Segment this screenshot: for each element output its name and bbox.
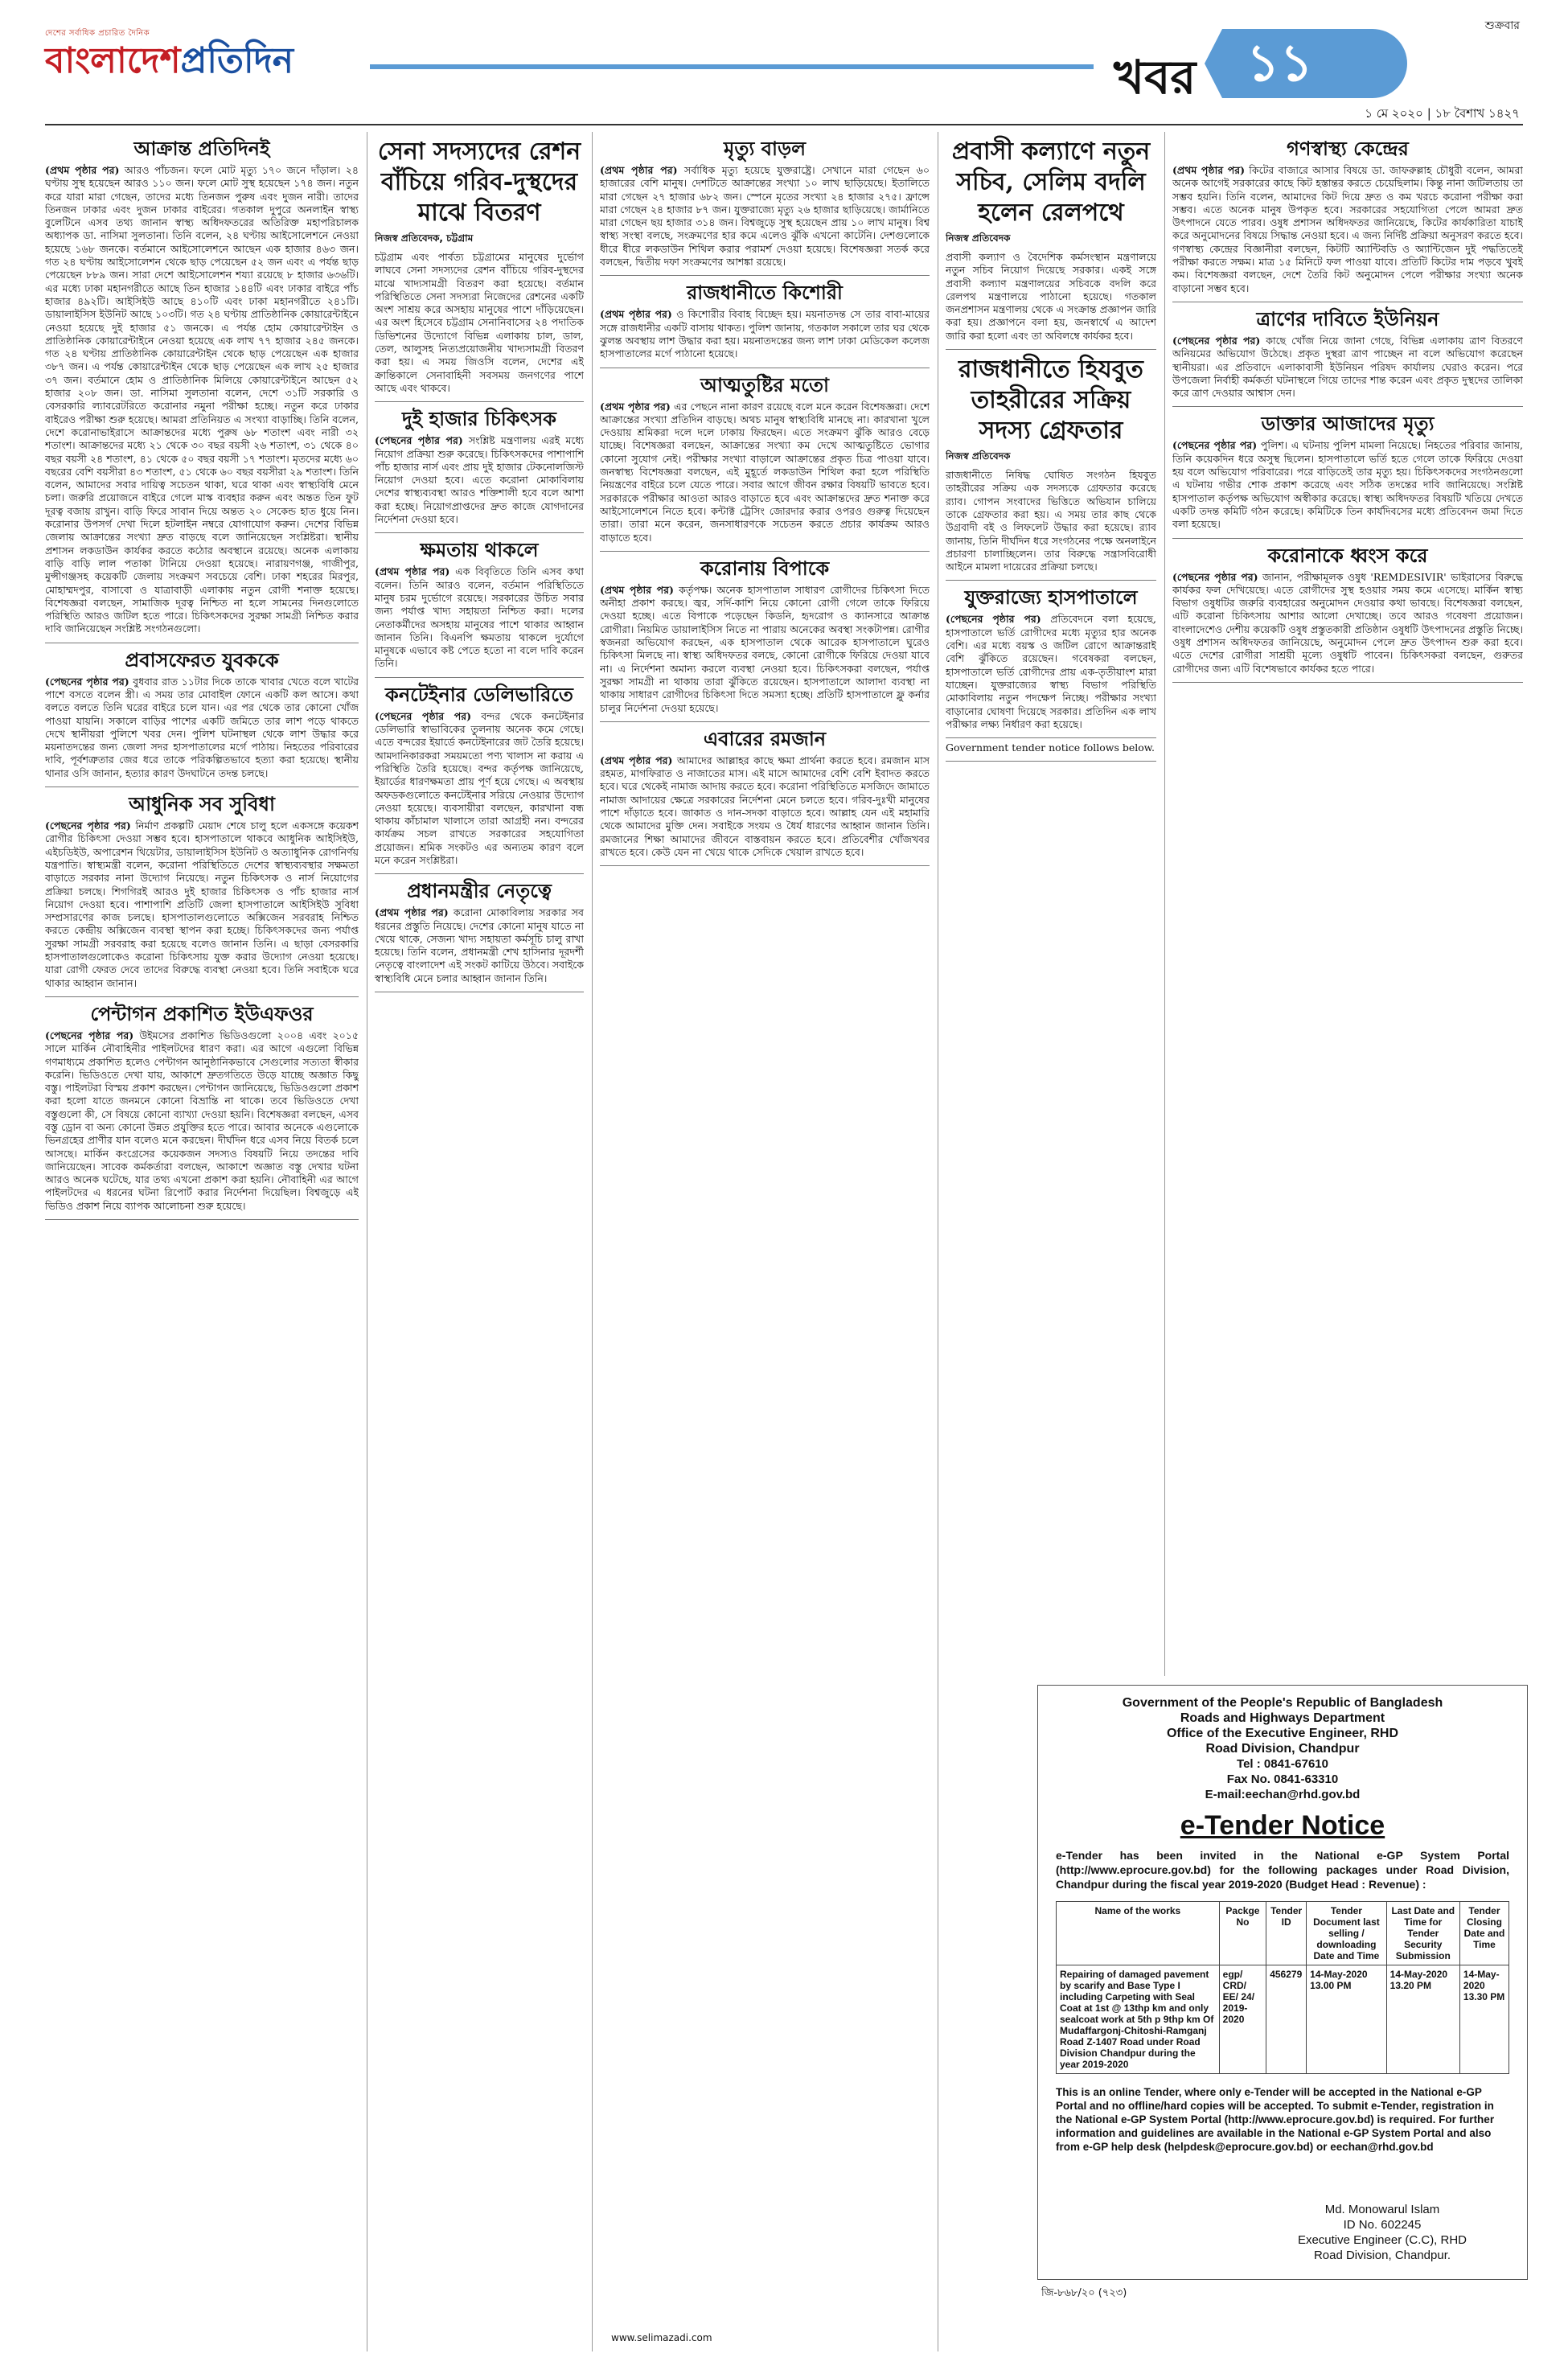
article-body <box>1172 439 1523 531</box>
tender-fax: Fax No. 0841-63310 <box>1226 1772 1339 1786</box>
article <box>600 137 930 276</box>
article-text: সর্বাধিক মৃত্যু হয়েছে যুক্তরাষ্ট্রে। সেখানে মারা গেছেন ৬০ হাজারের বেশি মানুষ। দেশটিতে আক্রান্তের সংখ্যা ১০ লাখ ছাড়িয়েছে। ইতালিতে মারা গেছেন ২৭ হাজার ৬৮২ জন। স্পেনে মৃতের সংখ্যা ২৪ হাজার ২৭৫। ফ্রান্সে মারা গেছেন ২৪ হাজার ৮৭ জন। যুক্তরাজ্যে মৃত্যু ২৬ হাজার ছাড়িয়েছে। জার্মানিতে মারা গেছেন ছয় হাজার ৩১৪ জন। বিশ্বজুড়ে সুস্থ হয়েছেন প্রায় ১০ লাখ মানুষ। বিশ্ব স্বাস্থ্য সংস্থা বলছে, সংক্রমণের হার কমে এলেও ঝুঁকি এখনো কাটেনি। দেশগুলোকে ধীরে ধীরে লকডাউন শিথিল করার পরামর্শ দেওয়া হয়েছে। বিশেষজ্ঞরা সতর্ক করে বলছেন, দ্বিতীয় দফা সংক্রমণের আশঙ্কা রয়েছে। <box>600 164 930 269</box>
article-body <box>946 741 1156 754</box>
article-lead: (প্রথম পৃষ্ঠার পর) <box>375 565 450 578</box>
article-body <box>45 164 359 636</box>
article <box>946 137 1156 350</box>
signatory-id: ID No. 602245 <box>1343 2218 1422 2232</box>
article-headline: করোনাকে ধ্বংস করে <box>1267 543 1428 567</box>
article-text: উইমসের প্রকাশিত ভিডিওগুলো ২০০৪ এবং ২০১৫ সালে মার্কিন নৌবাহিনীর পাইলটদের ধারণ করা। এর আগে এগুলো বিভিন্ন গণমাধ্যমে প্রকাশিত হলেও পেন্টাগন আনুষ্ঠানিকভাবে সেগুলোর সত্যতা স্বীকার করেনি। ভিডিওতে দেখা যায়, আকাশে দ্রুতগতিতে উড়ে যাচ্ছে অজ্ঞাত কিছু বস্তু। পাইলটরা বিস্ময় প্রকাশ করছেন। পেন্টাগন জানিয়েছে, ভিডিওগুলো প্রকাশ করা হলো যাতে জনমনে কোনো বিভ্রান্তি না থাকে। তবে ভিডিওতে দেখা বস্তুগুলো কী, সে বিষয়ে কোনো ব্যাখ্যা দেওয়া হয়নি। বিশেষজ্ঞরা বলছেন, এসব বস্তু ড্রোন বা অন্য কোনো উন্নত প্রযুক্তির হতে পারে। আবার অনেকে এগুলোকে ভিনগ্রহের প্রাণীর যান বলেও মনে করছেন। দীর্ঘদিন ধরে এসব নিয়ে বিতর্ক চলে আসছে। মার্কিন কংগ্রেসের কয়েকজন সদস্যও বিষয়টি নিয়ে তদন্তের দাবি জানিয়েছেন। সাবেক কর্মকর্তারা বলছেন, আকাশে অজ্ঞাত বস্তু দেখার ঘটনা আরও অনেক ঘটেছে, যার তথ্য এখনো প্রকাশ করা হয়নি। নৌবাহিনী এর আগে পাইলটদের এ ধরনের ঘটনা রিপোর্ট করার নির্দেশনা দিয়েছিল। বিশ্বজুড়ে এই ভিডিও প্রকাশ নিয়ে ব্যাপক আলোচনা শুরু হয়েছে। <box>45 1029 359 1212</box>
masthead <box>0 0 1568 121</box>
tender-table <box>1056 1901 1509 2074</box>
article <box>946 355 1156 581</box>
signatory-title: Executive Engineer (C.C), RHD <box>1297 2233 1467 2247</box>
table-header-cell: Tender Document last selling / downloading Date and Time <box>1307 1902 1387 1965</box>
article-headline: ক্ষমতায় থাকলে <box>420 538 539 562</box>
article <box>600 727 930 866</box>
table-header-cell: Tender ID <box>1266 1902 1307 1965</box>
article-lead: (পেছনের পৃষ্ঠার পর) <box>375 709 472 722</box>
article-text: সংশ্লিষ্ট মন্ত্রণালয় এরই মধ্যে নিয়োগ প্রক্রিয়া শুরু করেছে। চিকিৎসকদের পাশাপাশি পাঁচ হাজার নার্স এবং প্রায় দুই হাজার টেকনোলজিস্ট নিয়োগ দেওয়া হবে। এতে করোনা মোকাবিলায় দেশের স্বাস্থ্যব্যবস্থা আরও শক্তিশালী হবে বলে আশা করা হচ্ছে। নিয়োগপ্রাপ্তদের দ্রুত কাজে যোগদানের নির্দেশনা দেওয়া হবে। <box>375 434 584 526</box>
table-header-cell: Last Date and Time for Tender Security Submission <box>1386 1902 1459 1965</box>
article-body <box>946 251 1156 343</box>
article-body <box>375 710 584 868</box>
table-header-cell: Tender Closing Date and Time <box>1459 1902 1508 1965</box>
article <box>375 407 584 533</box>
article-lead: (প্রথম পৃষ্ঠার পর) <box>600 583 674 596</box>
logo-tagline: দেশের সর্বাধিক প্রচারিত দৈনিক <box>45 29 150 38</box>
article <box>1172 412 1523 538</box>
article <box>45 137 359 643</box>
article <box>946 741 1156 762</box>
article-lead: (প্রথম পৃষ্ঠার পর) <box>600 400 671 413</box>
article <box>946 585 1156 738</box>
article-text: জানান, পরীক্ষামূলক ওষুধ 'REMDESIVIR' ভাইরাসের বিরুদ্ধে কার্যকর ফল দেখিয়েছে। এতে রোগীদের সুস্থ হওয়ার সময় কমে এসেছে। মার্কিন স্বাস্থ্য বিভাগ ওষুধটির জরুরি ব্যবহারের অনুমোদন দেওয়ার কথা ভাবছে। বিশেষজ্ঞরা বলছেন, এটি করোনা চিকিৎসায় আশার আলো দেখাচ্ছে। তবে আরও গবেষণা প্রয়োজন। বাংলাদেশেও দেশীয় কয়েকটি ওষুধ প্রস্তুতকারী প্রতিষ্ঠান ওষুধটি উৎপাদনের প্রস্তুতি নিচ্ছে। ওষুধ প্রশাসন অধিদফতর জানিয়েছে, অনুমোদন পেলে দ্রুত উৎপাদন শুরু করা হবে। এতে দেশের রোগীরা সাশ্রয়ী মূল্যে ওষুধটি পাবেন। চিকিৎসকরা বলছেন, গুরুতর রোগীদের জন্য এটি বিশেষভাবে কার্যকর হতে পারে। <box>1172 570 1523 675</box>
article-lead: (পেছনের পৃষ্ঠার পর) <box>45 1029 134 1041</box>
gov-line: Office of the Executive Engineer, RHD <box>1166 1727 1399 1740</box>
article <box>375 683 584 875</box>
article-byline: নিজস্ব প্রতিবেদক, চট্টগ্রাম <box>375 232 474 244</box>
section-label: খবর <box>1114 50 1197 105</box>
issue-date: ১ মে ২০২০ | ১৮ বৈশাখ ১৪২৭ <box>1365 106 1520 121</box>
gov-line: Government of the People's Republic of Bangladesh <box>1122 1696 1443 1710</box>
gd-code: জি-৮৬৮/২০ (৭২৩) <box>1041 2287 1127 2299</box>
article-body <box>1172 164 1523 295</box>
logo-part-1: বাংলাদেশ <box>45 40 181 81</box>
article-text: কাছে খোঁজ নিয়ে জানা গেছে, বিভিন্ন এলাকায় ত্রাণ বিতরণে অনিয়মের অভিযোগ উঠেছে। প্রকৃত দুস্থরা ত্রাণ পাচ্ছেন না বলে অভিযোগ করেছেন স্থানীয়রা। এর প্রতিবাদে এলাকাবাসী ইউনিয়ন পরিষদ কার্যালয় ঘেরাও করেন। পরে উপজেলা নির্বাহী কর্মকর্তা ঘটনাস্থলে গিয়ে তাদের শান্ত করেন এবং প্রকৃত দুস্থদের তালিকা করে ত্রাণ দেওয়ার আশ্বাস দেন। <box>1172 334 1523 400</box>
article-body <box>375 906 584 985</box>
tender-intro: e-Tender has been invited in the National e-GP System Portal (http://www.eprocure.gov.bd) for the following packages under Road Division, Chandpur during the fiscal year 2019-2020 (Budget Head : Revenue) : <box>1056 1849 1509 1891</box>
signatory-name: Md. Monowarul Islam <box>1324 2203 1440 2216</box>
tender-notice <box>1037 1685 1528 2280</box>
tender-gov-lines <box>1056 1695 1509 1756</box>
article-body <box>600 308 930 360</box>
article <box>375 879 584 992</box>
tender-tel: Tel : 0841-67610 <box>1237 1757 1328 1771</box>
article-lead: (পেছনের পৃষ্ঠার পর) <box>375 434 463 447</box>
article-text: বুধবার রাত ১১টার দিকে তাকে খাবার খেতে বলে খাটের পাশে বসতে বলেন স্ত্রী। এ সময় তার মোবাইল ফোনে একটি কল আসে। কথা বলতে বলতে তিনি ঘরের বাইরে চলে যান। এর পর থেকে তার কোনো খোঁজ পাওয়া যায়নি। সকালে বাড়ির পাশের একটি জমিতে তার লাশ পড়ে থাকতে দেখে স্থানীয়রা পুলিশে খবর দেন। পুলিশ ঘটনাস্থল থেকে লাশ উদ্ধার করে ময়নাতদন্তের জন্য জেলা সদর হাসপাতালের মর্গে পাঠায়। নিহতের পরিবারের দাবি, পূর্বশত্রুতার জের ধরে তাকে পরিকল্পিতভাবে হত্যা করা হয়েছে। স্থানীয় থানার ওসি জানান, হত্যার কারণ উদঘাটনে তদন্ত চলছে। <box>45 675 359 779</box>
table-cell: Repairing of damaged pavement by scarify and Base Type I including Carpeting with Seal Coat at 1st @ 13thp km and only sealcoat work at 5th p 9thp km Of Mudaffargonj-Chitoshi-Ramganj Road Z-1407 Road under Road Division Chandpur during the year 2019-2020 <box>1057 1965 1220 2074</box>
article-lead: (প্রথম পৃষ্ঠার পর) <box>600 308 672 321</box>
gov-line: Roads and Highways Department <box>1180 1711 1385 1725</box>
article-body <box>1172 335 1523 400</box>
table-cell: 14-May-2020 13.20 PM <box>1386 1965 1459 2074</box>
article <box>1172 137 1523 302</box>
newspaper-logo <box>45 27 359 81</box>
article-text: Government tender notice follows below. <box>946 741 1155 754</box>
website-text: www.selimazadi.com <box>611 2332 712 2343</box>
tender-signature <box>1262 2202 1503 2263</box>
article-lead: (পেছনের পৃষ্ঠার পর) <box>45 675 129 688</box>
article-body <box>600 164 930 269</box>
article-text: চট্টগ্রাম এবং পার্বত্য চট্টগ্রামের মানুষের দুর্ভোগ লাঘবে সেনা সদস্যদের রেশন বাঁচিয়ে গরিব-দুস্থদের মাঝে খাদ্যসামগ্রী বিতরণ করা হয়েছে। বর্তমান পরিস্থিতিতে সেনা সদস্যরা নিজেদের রেশনের একটি অংশ সাশ্রয় করে অসহায় মানুষের পাশে দাঁড়িয়েছেন। এর অংশ হিসেবে চট্টগ্রাম সেনানিবাসের ২৪ পদাতিক ডিভিশনের উদ্যোগে বিভিন্ন এলাকায় চাল, ডাল, তেল, আলুসহ নিত্যপ্রয়োজনীয় খাদ্যসামগ্রী বিতরণ করা হয়। এ সময় জিওসি বলেন, দেশের এই ক্রান্তিকালে সেনাবাহিনী সবসময় জনগণের পাশে আছে এবং থাকবে। <box>375 251 584 394</box>
article-headline: করোনায় বিপাকে <box>700 556 830 580</box>
article-body <box>45 819 359 990</box>
article-body <box>45 676 359 780</box>
article-text: করোনা মোকাবিলায় সরকার সব ধরনের প্রস্তুতি নিয়েছে। দেশের কোনো মানুষ যাতে না খেয়ে থাকে, সেজন্য খাদ্য সহায়তা কর্মসূচি চালু রাখা হয়েছে। তিনি বলেন, প্রধানমন্ত্রী শেখ হাসিনার দূরদর্শী নেতৃত্বে বাংলাদেশ এই সংকট কাটিয়ে উঠবে। সবাইকে স্বাস্থ্যবিধি মেনে চলার আহ্বান জানান তিনি। <box>375 906 584 984</box>
article <box>45 648 359 787</box>
article-text: এক বিবৃতিতে তিনি এসব কথা বলেন। তিনি আরও বলেন, বর্তমান পরিস্থিতিতে মানুষ চরম দুর্ভোগে রয়েছে। সরকারের উচিত সবার জন্য পর্যাপ্ত খাদ্য সহায়তা নিশ্চিত করা। দলের নেতাকর্মীদের অসহায় মানুষের পাশে থাকার আহ্বান জানান তিনি। বিএনপি ক্ষমতায় থাকলে দুর্যোগে মানুষকে এভাবে কষ্ট পেতে হতো না বলে দাবি করেন তিনি। <box>375 565 584 670</box>
article-body <box>946 469 1156 573</box>
gov-line: Road Division, Chandpur <box>1205 1742 1360 1756</box>
article-byline: নিজস্ব প্রতিবেদক <box>946 232 1011 244</box>
article-text: আমাদের আল্লাহর কাছে ক্ষমা প্রার্থনা করতে হবে। রমজান মাস রহমত, মাগফিরাত ও নাজাতের মাস। এই মাসে আমাদের বেশি বেশি ইবাদত করতে হবে। ঘরে থেকেই নামাজ আদায় করতে হবে। করোনা পরিস্থিতিতে মসজিদে জামাতে নামাজ আদায়ের ক্ষেত্রে সরকারের নির্দেশনা মেনে চলতে হবে। গরিব-দুঃখী মানুষের পাশে দাঁড়াতে হবে। জাকাত ও দান-সদকা বাড়াতে হবে। আল্লাহ যেন এই মহামারি থেকে আমাদের মুক্তি দেন। সবাইকে সংযম ও ধৈর্য ধারণের আহ্বান জানান তিনি। রমজানের শিক্ষা আমাদের জীবনে বাস্তবায়ন করতে হবে। প্রতিবেশীর খোঁজখবর রাখতে হবে। কেউ যেন না খেয়ে থাকে সেদিকে খেয়াল রাখতে হবে। <box>600 754 930 858</box>
article-byline: নিজস্ব প্রতিবেদক <box>946 450 1011 462</box>
article <box>375 137 584 402</box>
table-header-cell: Name of the works <box>1057 1902 1220 1965</box>
article-headline: রাজধানীতে কিশোরী <box>687 281 843 305</box>
article <box>45 792 359 997</box>
article <box>375 538 584 677</box>
article-headline: মৃত্যু বাড়ল <box>724 137 806 160</box>
article-lead: (প্রথম পৃষ্ঠার পর) <box>45 164 120 176</box>
article-body <box>375 565 584 670</box>
article-headline: পেন্টাগন প্রকাশিত ইউএফওর <box>90 1001 314 1025</box>
column-divider <box>592 132 593 2351</box>
tender-footer: This is an online Tender, where only e-Tender will be accepted in the National e-GP Portal and no offline/hard copies will be accepted. To submit e-Tender, registration in the National e-GP System Portal (http://www.eprocure.gov.bd) is required. For further information and guidelines are available in the National e-GP System Portal and also from e-GP help desk (helpdesk@eprocure.gov.bd) or eechan@rhd.gov.bd <box>1056 2086 1495 2153</box>
article-headline: যুক্তরাজ্যে হাসপাতালে <box>964 585 1138 610</box>
article-headline: প্রধানমন্ত্রীর নেতৃত্বে <box>407 879 552 903</box>
top-divider <box>45 124 1523 125</box>
signatory-office: Road Division, Chandpur. <box>1313 2249 1451 2262</box>
article-headline: দুই হাজার চিকিৎসক <box>402 407 556 431</box>
article-lead: (প্রথম পৃষ্ঠার পর) <box>375 906 449 919</box>
tender-title: e-Tender Notice <box>1180 1810 1385 1841</box>
article-headline: প্রবাসফেরত যুবককে <box>125 647 279 672</box>
article-headline: প্রবাসী কল্যাণে নতুন সচিব, সেলিম বদলি হলেন রেলপথে <box>951 138 1151 227</box>
article-headline: আত্মতুষ্টির মতো <box>700 372 829 396</box>
article-text: কর্তৃপক্ষ। অনেক হাসপাতাল সাধারণ রোগীদের চিকিৎসা দিতে অনীহা প্রকাশ করছে। জ্বর, সর্দি-কাশি নিয়ে কোনো রোগী গেলে তাকে ফিরিয়ে দেওয়া হচ্ছে। এতে বিপাকে পড়েছেন কিডনি, হৃদরোগ ও ক্যানসারে আক্রান্ত রোগীরা। নিয়মিত ডায়ালাইসিস নিতে না পারায় অনেকের অবস্থা সংকটাপন্ন। রোগীর স্বজনরা অভিযোগ করছেন, এক হাসপাতাল থেকে আরেক হাসপাতালে ঘুরেও চিকিৎসা মিলছে না। স্বাস্থ্য অধিদফতর বলছে, কোনো রোগীকে ফিরিয়ে দেওয়া যাবে না। এ নির্দেশনা অমান্য করলে ব্যবস্থা নেওয়া হবে। চিকিৎসকরা বলছেন, পর্যাপ্ত সুরক্ষা সামগ্রী না থাকায় তারা ঝুঁকিতে রয়েছেন। হাসপাতালে আলাদা ব্যবস্থা না থাকায় সাধারণ রোগীদের চিকিৎসা দিতে সমস্যা হচ্ছে। প্রতিটি হাসপাতালে ফ্লু কর্নার চালুর নির্দেশনা দেওয়া হয়েছে। <box>600 583 930 714</box>
article-headline: ডাক্তার আজাদের মৃত্যু <box>1261 412 1435 436</box>
article-lead: (প্রথম পৃষ্ঠার পর) <box>600 754 673 766</box>
table-cell: 456279 <box>1266 1965 1307 2074</box>
article <box>600 373 930 552</box>
article-headline: গণস্বাস্থ্য কেন্দ্রের <box>1287 137 1409 160</box>
article <box>1172 307 1523 407</box>
table-header-cell: Packge No <box>1219 1902 1266 1965</box>
column-divider <box>1164 132 1165 1676</box>
article-body <box>600 400 930 544</box>
column-5 <box>1172 132 1523 1676</box>
article-text: বন্দর থেকে কনটেইনার ডেলিভারি স্বাভাবিকের তুলনায় অনেক কমে গেছে। এতে বন্দরের ইয়ার্ডে কনটেইনারের জট তৈরি হয়েছে। আমদানিকারকরা সময়মতো পণ্য খালাস না করায় এ পরিস্থিতি তৈরি হয়েছে। বন্দর কর্তৃপক্ষ জানিয়েছে, ইয়ার্ডের ধারণক্ষমতা প্রায় পূর্ণ হয়ে গেছে। এ অবস্থায় অফডকগুলোতে কনটেইনার সরিয়ে নেওয়ার উদ্যোগ নেওয়া হয়েছে। ব্যবসায়ীরা বলছেন, কারখানা বন্ধ থাকায় কাঁচামাল খালাসে তারা আগ্রহী নন। বন্দরের কার্যক্রম সচল রাখতে সরকারের সহযোগিতা প্রয়োজন। শ্রমিক সংকটও এর অন্যতম কারণ বলে মনে করেন সংশ্লিষ্টরা। <box>375 709 584 866</box>
article-lead: (প্রথম পৃষ্ঠার পর) <box>600 164 678 176</box>
article-lead: (পেছনের পৃষ্ঠার পর) <box>45 819 131 832</box>
page-number: ১১ <box>1222 29 1407 98</box>
table-cell: 14-May-2020 13.30 PM <box>1459 1965 1508 2074</box>
article-body <box>375 251 584 395</box>
article-body <box>600 754 930 859</box>
article-text: পুলিশ। এ ঘটনায় পুলিশ মামলা নিয়েছে। নিহতের পরিবার জানায়, তিনি কয়েকদিন ধরে অসুস্থ ছিলেন। হাসপাতালে ভর্তি হতে গেলে তাকে ফিরিয়ে দেওয়া হয় বলে অভিযোগ পরিবারের। পরে বাড়িতেই তার মৃত্যু হয়। চিকিৎসকদের সংগঠনগুলো এ ঘটনায় গভীর শোক প্রকাশ করেছে এবং সঠিক তদন্তের দাবি জানিয়েছে। সংশ্লিষ্ট হাসপাতাল কর্তৃপক্ষ অভিযোগ অস্বীকার করেছে। স্বাস্থ্য অধিদফতর বিষয়টি খতিয়ে দেখতে একটি তদন্ত কমিটি গঠন করেছে। কমিটিকে তিন কার্যদিবসের মধ্যে প্রতিবেদন জমা দিতে বলা হয়েছে। <box>1172 439 1523 531</box>
article-text: রাজধানীতে নিষিদ্ধ ঘোষিত সংগঠন হিযবুত তাহরীরের সক্রিয় এক সদস্যকে গ্রেফতার করেছে র‌্যাব। গোপন সংবাদের ভিত্তিতে অভিযান চালিয়ে তাকে গ্রেফতার করা হয়। এ সময় তার কাছ থেকে উগ্রবাদী বই ও লিফলেট উদ্ধার করা হয়েছে। র‌্যাব জানায়, তিনি দীর্ঘদিন ধরে সংগঠনের পক্ষে অনলাইনে প্রচারণা চালাচ্ছিলেন। তার বিরুদ্ধে সন্ত্রাসবিরোধী আইনে মামলা দায়েরের প্রক্রিয়া চলছে। <box>946 469 1156 573</box>
article <box>600 557 930 722</box>
article-lead: (প্রথম পৃষ্ঠার পর) <box>1172 164 1245 176</box>
article-headline: সেনা সদস্যদের রেশন বাঁচিয়ে গরিব-দুস্থদের মাঝে বিতরণ <box>377 138 581 227</box>
article-lead: (পেছনের পৃষ্ঠার পর) <box>1172 439 1258 452</box>
article-lead: (পেছনের পৃষ্ঠার পর) <box>1172 570 1258 583</box>
article <box>45 1002 359 1220</box>
article-text: কিটের বাজারে আসার বিষয়ে ডা. জাফরুল্লাহ চৌধুরী বলেন, আমরা অনেক আগেই সরকারের কাছে কিট হস্তান্তর করতে চেয়েছিলাম। কিন্তু নানা জটিলতায় তা সম্ভব হয়নি। তিনি বলেন, আমাদের কিট দিয়ে দ্রুত ও কম খরচে করোনা পরীক্ষা করা সম্ভব। এতে অনেক মানুষ উপকৃত হবে। সরকারের সহযোগিতা পেলে আমরা দ্রুত উৎপাদনে যেতে পারব। ওষুধ প্রশাসন অধিদফতর জানিয়েছে, কিটের কার্যকারিতা যাচাই করে অনুমোদনের বিষয়ে সিদ্ধান্ত নেওয়া হবে। এ জন্য নির্দিষ্ট প্রক্রিয়া অনুসরণ করতে হবে। গণস্বাস্থ্য কেন্দ্রের বিজ্ঞানীরা বলছেন, কিটটি অ্যান্টিবডি ও অ্যান্টিজেন দুই পদ্ধতিতেই পরীক্ষা করতে সক্ষম। মাত্র ১৫ মিনিটে ফল পাওয়া যাবে। প্রতিটি কিটের দাম পড়বে খুবই কম। বিশেষজ্ঞরা বলছেন, দেশে তৈরি কিট অনুমোদন পেলে পরীক্ষার সংখ্যা অনেক বাড়ানো সম্ভব হবে। <box>1172 164 1523 294</box>
column-4 <box>946 132 1156 1676</box>
table-cell: egp/ CRD/ EE/ 24/ 2019-2020 <box>1219 1965 1266 2074</box>
article-headline: রাজধানীতে হিযবুত তাহরীরের সক্রিয় সদস্য গ্রেফতার <box>958 355 1143 446</box>
logo-part-2: প্রতিদিন <box>180 40 293 81</box>
article-headline: আধুনিক সব সুবিধা <box>129 792 275 816</box>
article-text: ও কিশোরীর বিবাহ বিচ্ছেদ হয়। ময়নাতদন্ত সে তার বাবা-মায়ের সঙ্গে রাজধানীর একটি বাসায় থাকত। পুলিশ জানায়, গতকাল সকালে তার ঘর থেকে ঝুলন্ত অবস্থায় লাশ উদ্ধার করা হয়। ময়নাতদন্তের জন্য লাশ ঢাকা মেডিকেল কলেজ হাসপাতালের মর্গে পাঠানো হয়েছে। <box>600 308 930 360</box>
issue-day: শুক্রবার <box>1484 19 1520 32</box>
article-body <box>600 584 930 715</box>
article-headline: কনটেইনার ডেলিভারিতে <box>385 682 573 706</box>
table-cell: 14-May-2020 13.00 PM <box>1307 1965 1387 2074</box>
header-rule <box>370 64 1094 69</box>
article-text: এর পেছনে নানা কারণ রয়েছে বলে মনে করেন বিশেষজ্ঞরা। দেশে আক্রান্তের সংখ্যা প্রতিদিন বাড়ছে। অথচ মানুষ স্বাস্থ্যবিধি মানছে না। কারখানা খুলে দেওয়ায় শ্রমিকরা দলে দলে ঢাকায় ফিরছেন। এতে সংক্রমণ ঝুঁকি আরও বেড়ে যাচ্ছে। বিশেষজ্ঞরা বলছেন, আক্রান্তের সংখ্যা কম দেখে আত্মতুষ্টিতে ভোগার কোনো সুযোগ নেই। পরীক্ষার সংখ্যা বাড়ালে আক্রান্তের প্রকৃত চিত্র পাওয়া যাবে। জনস্বাস্থ্য বিশেষজ্ঞরা বলছেন, এই মুহূর্তে লকডাউন শিথিল করা হলে পরিস্থিতি নিয়ন্ত্রণের বাইরে চলে যেতে পারে। সবার আগে জীবন রক্ষার বিষয়টি ভাবতে হবে। সরকারকে পরীক্ষার আওতা আরও বাড়াতে হবে এবং আক্রান্তদের দ্রুত শনাক্ত করে আইসোলেশনে নিতে হবে। কন্টাক্ট ট্রেসিং জোরদার করার ওপরও গুরুত্ব দিয়েছেন তারা। তারা মনে করেন, জনসাধারণকে সচেতন করতে প্রচার কার্যক্রম আরও বাড়াতে হবে। <box>600 400 930 544</box>
article-text: প্রবাসী কল্যাণ ও বৈদেশিক কর্মসংস্থান মন্ত্রণালয়ে নতুন সচিব নিয়োগ দিয়েছে সরকার। একই সঙ্গে প্রবাসী কল্যাণ মন্ত্রণালয়ের সচিবকে বদলি করে রেলপথ মন্ত্রণালয়ে পাঠানো হয়েছে। গতকাল জনপ্রশাসন মন্ত্রণালয় থেকে এ সংক্রান্ত প্রজ্ঞাপন জারি করা হয়। প্রজ্ঞাপনে বলা হয়, জনস্বার্থে এ আদেশ জারি করা হলো এবং তা অবিলম্বে কার্যকর হবে। <box>946 251 1156 342</box>
column-3 <box>600 132 930 2351</box>
column-1 <box>45 132 359 2351</box>
article-text: আরও পাঁচজন। ফলে মোট মৃত্যু ১৭০ জনে দাঁড়াল। ২৪ ঘণ্টায় সুস্থ হয়েছেন আরও ১১০ জন। ফলে মোট সুস্থ হয়েছেন ১৭৪ জন। নতুন করে যারা মারা গেছেন, তাদের মধ্যে তিনজন পুরুষ এবং দুজন নারী। তাদের তিনজন ঢাকার এবং দুজন ঢাকার বাইরের। গতকাল দুপুরে অনলাইন স্বাস্থ্য বুলেটিনে এসব তথ্য জানান স্বাস্থ্য অধিদফতরের অতিরিক্ত মহাপরিচালক অধ্যাপক ডা. নাসিমা সুলতানা। তিনি বলেন, ২৪ ঘণ্টায় আইসোলেশনে নেওয়া হয়েছে ১৬৮ জনকে। বর্তমানে আইসোলেশনে আছেন এক হাজার ৪৬৩ জন। গত ২৪ ঘণ্টায় আইসোলেশন থেকে ছাড় পেয়েছেন ৫২ জন এবং এ পর্যন্ত ছাড় পেয়েছেন ৮৮৯ জন। সারা দেশে আইসোলেশন শয্যা রয়েছে ৮ হাজার ৬৩৬টি। এর মধ্যে ঢাকা মহানগরীতে আছে তিন হাজার ১৪৪টি এবং ঢাকার বাইরে পাঁচ হাজার ৪৯২টি। আইসিইউ আছে ৪১০টি এবং ঢাকা মহানগরীতে ২৪১টি। ডায়ালাইসিস ইউনিট আছে ১০৩টি। গত ২৪ ঘণ্টায় প্রাতিষ্ঠানিক কোয়ারেন্টাইনে নেওয়া হয়েছে দুই হাজার ৫১ জনকে। এ পর্যন্ত হোম কোয়ারেন্টাইন ও প্রাতিষ্ঠানিক কোয়ারেন্টাইনে নেওয়া হয়েছে এক লাখ ৭৭ হাজার ২৪৫ জনকে। গত ২৪ ঘণ্টায় প্রাতিষ্ঠানিক কোয়ারেন্টাইন থেকে ছাড় পেয়েছেন এক হাজার ৩৮৭ জন। এ পর্যন্ত কোয়ারেন্টাইন থেকে ছাড় পেয়েছেন এক লাখ ২৫ হাজার ৩৭ জন। বর্তমানে হোম ও প্রাতিষ্ঠানিক মিলিয়ে কোয়ারেন্টাইনে আছেন ৫২ হাজার ২০৮ জন। ডা. নাসিমা সুলতানা বলেন, দেশে ৩১টি সরকারি ও বেসরকারি ল্যাবরেটরিতে করোনার নমুনা পরীক্ষা হচ্ছে। নতুন করে ঢাকার বাইরেও পরীক্ষা শুরু হয়েছে। আমরা প্রতিনিয়ত এ সংখ্যা বাড়াচ্ছি। তিনি বলেন, দেশে করোনাভাইরাসে আক্রান্তদের মধ্যে পুরুষ ৬৮ শতাংশ এবং নারী ৩২ শতাংশ। আক্রান্তদের মধ্যে ২১ থেকে ৩০ বছর বয়সী ২৬ শতাংশ, ৩১ থেকে ৪০ বছর বয়সী ২৪ শতাংশ, ৪১ থেকে ৫০ বছর বয়সী ১৭ শতাংশ। মৃতদের মধ্যে ৬০ বছরের বেশি বয়সীরা ৪৩ শতাংশ, ৫১ থেকে ৬০ বছর বয়সীরা ২৯ শতাংশ। তিনি বলেন, আমাদের সবার দায়িত্ব সচেতন থাকা, ঘরে থাকা এবং স্বাস্থ্যবিধি মেনে চলা। জরুরি প্রয়োজনে বাইরে গেলে মাস্ক ব্যবহার করুন এবং অন্তত তিন ফুট দূরত্ব বজায় রাখুন। বাড়ি ফিরে সাবান দিয়ে অন্তত ২০ সেকেন্ড হাত ধুয়ে নিন। করোনার উপসর্গ দেখা দিলে হটলাইন নম্বরে যোগাযোগ করুন। দেশের বিভিন্ন জেলায় আক্রান্তের সংখ্যা দ্রুত বাড়ছে বলে জানিয়েছেন সংশ্লিষ্টরা। স্থানীয় প্রশাসন লকডাউন কার্যকর করতে কঠোর অবস্থানে রয়েছে। অনেক এলাকায় বাড়ি বাড়ি লাল পতাকা টানিয়ে দেওয়া হয়েছে। নারায়ণগঞ্জ, গাজীপুর, মুন্সীগঞ্জসহ কয়েকটি জেলায় সংক্রমণ সবচেয়ে বেশি। ঢাকা শহরের মিরপুর, মোহাম্মদপুর, বাসাবো ও যাত্রাবাড়ী এলাকায় নতুন রোগী শনাক্ত হয়েছে। বিশেষজ্ঞরা বলছেন, সামাজিক দূরত্ব নিশ্চিত না হলে সামনের দিনগুলোতে পরিস্থিতি আরও জটিল হতে পারে। চিকিৎসকদের সুরক্ষা সামগ্রী নিশ্চিত করার দাবি জানিয়েছেন সংশ্লিষ্ট সংগঠনগুলো। <box>45 164 359 635</box>
article-lead: (পেছনের পৃষ্ঠার পর) <box>946 613 1041 626</box>
article-lead: (পেছনের পৃষ্ঠার পর) <box>1172 334 1261 347</box>
logo-text <box>45 41 359 81</box>
article <box>1172 544 1523 683</box>
article <box>600 281 930 368</box>
article-body <box>45 1029 359 1213</box>
article-body <box>375 434 584 526</box>
article-headline: আক্রান্ত প্রতিদিনই <box>133 137 270 160</box>
column-2 <box>375 132 584 2351</box>
article-body <box>946 613 1156 731</box>
tender-email: E-mail:eechan@rhd.gov.bd <box>1205 1788 1361 1801</box>
article-text: নির্মাণ প্রকল্পটি মেয়াদ শেষে চালু হলে একসঙ্গে কয়েকশ রোগীর চিকিৎসা দেওয়া সম্ভব হবে। হাসপাতালে থাকবে আধুনিক আইসিইউ, এইচডিইউ, অপারেশন থিয়েটার, ডায়ালাইসিস ইউনিট ও অত্যাধুনিক রোগনির্ণয় যন্ত্রপাতি। স্বাস্থ্যমন্ত্রী বলেন, করোনা পরিস্থিতিতে দেশের স্বাস্থ্যব্যবস্থার সক্ষমতা বাড়াতে সরকার নানা উদ্যোগ নিয়েছে। নতুন চিকিৎসক ও নার্স নিয়োগের প্রক্রিয়া চলছে। শিগগিরই আরও দুই হাজার চিকিৎসক ও পাঁচ হাজার নার্স নিয়োগ দেওয়া হবে। পাশাপাশি প্রতিটি জেলা হাসপাতালে আইসিইউ সুবিধা সম্প্রসারণের কাজ চলছে। হাসপাতালগুলোতে অক্সিজেন সরবরাহ নিশ্চিত করতে কেন্দ্রীয় অক্সিজেন ব্যবস্থা স্থাপন করা হচ্ছে। চিকিৎসকদের জন্য পর্যাপ্ত সুরক্ষা সামগ্রী সরবরাহ করা হয়েছে বলেও জানান তিনি। এ ছাড়া বেসরকারি হাসপাতালগুলোকেও করোনা চিকিৎসায় যুক্ত করার উদ্যোগ নেওয়া হয়েছে। যারা রোগী ফেরত দেবে তাদের বিরুদ্ধে ব্যবস্থা নেওয়া হবে। তিনি সবাইকে ঘরে থাকার আহ্বান জানান। <box>45 819 359 989</box>
table-row <box>1057 1965 1509 2074</box>
article-body <box>1172 571 1523 676</box>
article-text: প্রতিবেদনে বলা হয়েছে, হাসপাতালে ভর্তি রোগীদের মধ্যে মৃত্যুর হার অনেক বেশি। এর মধ্যে বয়স্ক ও জটিল রোগে আক্রান্তরাই বেশি ঝুঁকিতে রয়েছেন। গবেষকরা বলছেন, হাসপাতালে ভর্তি রোগীদের প্রায় এক-তৃতীয়াংশ মারা যাচ্ছেন। যুক্তরাজ্যের স্বাস্থ্য বিভাগ পরিস্থিতি মোকাবিলায় নতুন পদক্ষেপ নিচ্ছে। পরীক্ষার সংখ্যা বাড়ানোর ঘোষণা দিয়েছে সরকার। প্রতিদিন এক লাখ পরীক্ষার লক্ষ্য নির্ধারণ করা হয়েছে। <box>946 613 1156 730</box>
article-headline: ত্রাণের দাবিতে ইউনিয়ন <box>1256 306 1439 331</box>
article-headline: এবারের রমজান <box>703 726 827 750</box>
